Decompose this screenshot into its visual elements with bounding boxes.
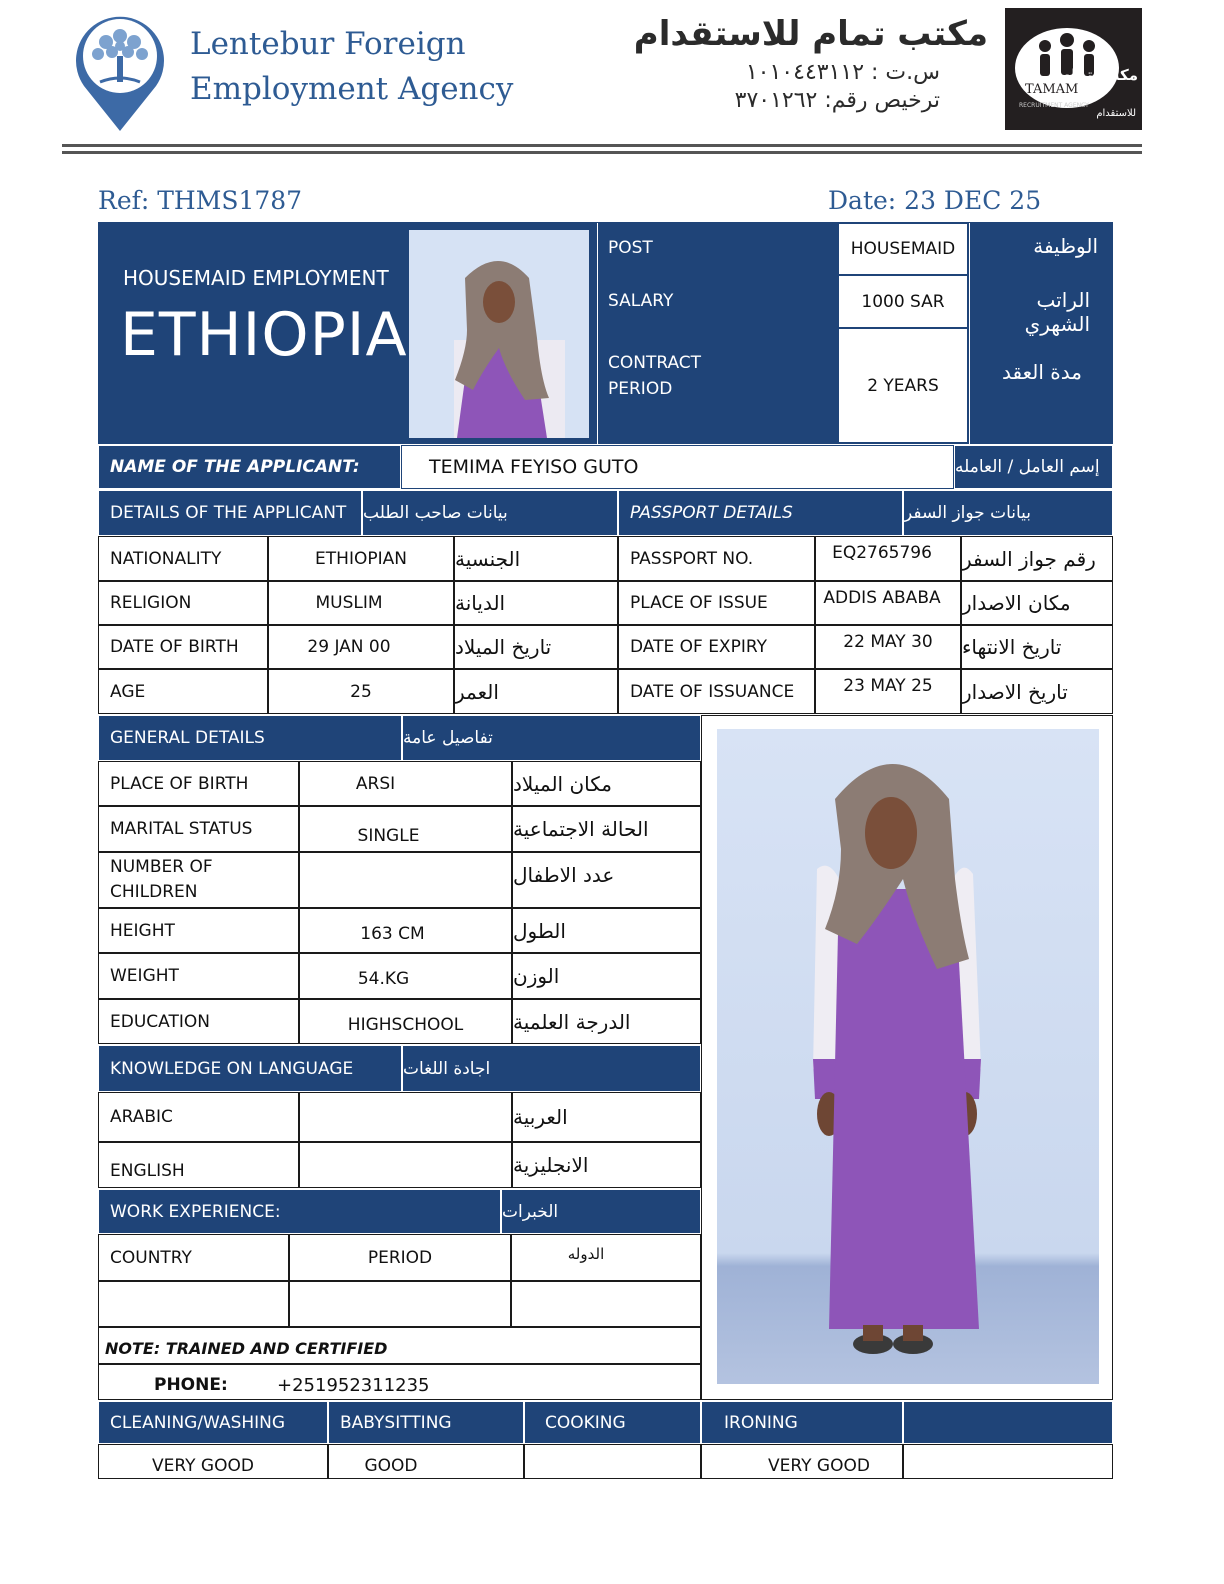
place-of-birth-value: ARSI xyxy=(299,761,512,806)
general-details-header-arabic: تفاصيل عامة xyxy=(402,715,701,761)
english-language-value xyxy=(299,1142,512,1188)
arabic-office-name: مكتب تمام للاستقدام xyxy=(633,14,988,54)
marital-status-label: MARITAL STATUS xyxy=(98,806,299,852)
arabic-language-label: ARABIC xyxy=(98,1092,299,1142)
height-label: HEIGHT xyxy=(98,908,299,953)
date-of-issuance-arabic: تاريخ الاصدار xyxy=(961,669,1113,714)
passport-header: PASSPORT DETAILS xyxy=(618,490,903,536)
salary-arabic: الراتب الشهري xyxy=(1024,288,1090,336)
arabic-license-number: ترخيص رقم: ٣٧٠١٢٦٢ xyxy=(734,88,940,113)
skill-babysitting-header: BABYSITTING xyxy=(328,1401,524,1444)
note-text: NOTE: TRAINED AND CERTIFIED xyxy=(98,1327,701,1364)
place-of-issue-label: PLACE OF ISSUE xyxy=(618,581,815,625)
date-of-issuance-label: DATE OF ISSUANCE xyxy=(618,669,815,714)
number-of-children-label-line2: CHILDREN xyxy=(110,882,198,902)
skill-ironing-level: VERY GOOD xyxy=(701,1444,903,1479)
skill-cleaning-header: CLEANING/WASHING xyxy=(98,1401,328,1444)
language-header: KNOWLEDGE ON LANGUAGE xyxy=(98,1045,402,1092)
agency-name-line2: Employment Agency xyxy=(190,71,514,107)
place-of-birth-label: PLACE OF BIRTH xyxy=(98,761,299,806)
passport-number-arabic: رقم جواز السفر xyxy=(961,536,1113,581)
experience-empty-cell xyxy=(289,1281,511,1327)
phone-label: PHONE: xyxy=(154,1375,228,1395)
english-language-arabic: الانجليزية xyxy=(512,1142,701,1188)
experience-col-arabic: الدوله xyxy=(511,1234,701,1281)
date-of-birth-value: 29 JAN 00 xyxy=(268,625,454,669)
skill-empty-level xyxy=(903,1444,1113,1479)
number-of-children-label-line1: NUMBER OF xyxy=(110,857,213,877)
height-value: 163 CM xyxy=(299,908,512,953)
tamam-logo xyxy=(1005,8,1142,130)
post-label: POST xyxy=(608,238,653,258)
arabic-cr-number: س.ت : ١٠١٠٤٤٣١١٢ xyxy=(745,60,940,85)
post-value: HOUSEMAID xyxy=(838,223,968,275)
phone-row xyxy=(98,1364,701,1400)
date-of-expiry-value: 22 MAY 30 xyxy=(815,625,961,669)
post-arabic: الوظيفة xyxy=(1033,234,1098,258)
arabic-language-value xyxy=(299,1092,512,1142)
experience-empty-cell xyxy=(511,1281,701,1327)
contract-label-line2: PERIOD xyxy=(608,379,673,399)
tamam-logo-arabic: مكتب تمام xyxy=(1060,66,1138,84)
tamam-logo-text: TAMAM xyxy=(1025,82,1079,97)
reference-number: Ref: THMS1787 xyxy=(98,186,303,215)
nationality-label: NATIONALITY xyxy=(98,536,268,581)
education-value: HIGHSCHOOL xyxy=(299,999,512,1044)
header-rule-2 xyxy=(62,151,1142,154)
experience-empty-cell xyxy=(98,1281,289,1327)
height-arabic: الطول xyxy=(512,908,701,953)
place-of-birth-arabic: مكان الميلاد xyxy=(512,761,701,806)
marital-status-value: SINGLE xyxy=(299,806,512,852)
tamam-logo-tagline: RECRUITMENT AGENCY xyxy=(1019,102,1089,109)
age-label: AGE xyxy=(98,669,268,714)
date-of-birth-label: DATE OF BIRTH xyxy=(98,625,268,669)
details-header-arabic: بيانات صاحب الطلب xyxy=(362,490,618,536)
applicant-name-arabic: إسم العامل / العامله xyxy=(954,445,1113,489)
skill-babysitting-level: GOOD xyxy=(328,1444,524,1479)
applicant-name-value: TEMIMA FEYISO GUTO xyxy=(401,445,954,489)
salary-label: SALARY xyxy=(608,291,674,311)
details-header: DETAILS OF THE APPLICANT xyxy=(98,490,362,536)
skill-cooking-header: COOKING xyxy=(524,1401,701,1444)
education-label: EDUCATION xyxy=(98,999,299,1044)
language-header-arabic: اجادة اللغات xyxy=(402,1045,701,1092)
agency-name xyxy=(190,22,513,112)
tamam-logo-arabic-small: للاستقدام xyxy=(1096,108,1136,119)
applicant-photo-full xyxy=(717,729,1099,1384)
religion-arabic: الديانة xyxy=(454,581,618,625)
header-rule-1 xyxy=(62,144,1142,147)
phone-value: +251952311235 xyxy=(277,1375,430,1396)
applicant-photo-small xyxy=(409,230,589,438)
place-of-issue-value: ADDIS ABABA xyxy=(815,581,961,625)
contract-period-label xyxy=(608,350,701,402)
date-of-birth-arabic: تاريخ الميلاد xyxy=(454,625,618,669)
applicant-name-label: NAME OF THE APPLICANT: xyxy=(98,445,401,489)
contract-period-value: 2 YEARS xyxy=(838,328,968,443)
banner-country: ETHIOPIA xyxy=(120,300,408,370)
marital-status-arabic: الحالة الاجتماعية xyxy=(512,806,701,852)
date-of-expiry-arabic: تاريخ الانتهاء xyxy=(961,625,1113,669)
place-of-issue-arabic: مكان الاصدار xyxy=(961,581,1113,625)
number-of-children-value xyxy=(299,852,512,908)
number-of-children-arabic: عدد الاطفال xyxy=(512,852,701,908)
number-of-children-label xyxy=(98,852,299,908)
religion-label: RELIGION xyxy=(98,581,268,625)
religion-value: MUSLIM xyxy=(268,581,454,625)
age-arabic: العمر xyxy=(454,669,618,714)
skill-empty-header xyxy=(903,1401,1113,1444)
document-date: Date: 23 DEC 25 xyxy=(828,186,1042,215)
weight-arabic: الوزن xyxy=(512,953,701,999)
contract-label-line1: CONTRACT xyxy=(608,353,702,373)
date-of-issuance-value: 23 MAY 25 xyxy=(815,669,961,714)
passport-number-label: PASSPORT NO. xyxy=(618,536,815,581)
skill-cooking-level xyxy=(524,1444,701,1479)
banner-subtitle: HOUSEMAID EMPLOYMENT xyxy=(123,266,389,290)
passport-header-arabic: بيانات جواز السفر xyxy=(903,490,1113,536)
passport-number-value: EQ2765796 xyxy=(815,536,961,581)
experience-col-country: COUNTRY xyxy=(98,1234,289,1281)
weight-label: WEIGHT xyxy=(98,953,299,999)
work-experience-header-arabic: الخبرات xyxy=(501,1189,701,1234)
skill-cleaning-level: VERY GOOD xyxy=(98,1444,328,1479)
experience-col-period: PERIOD xyxy=(289,1234,511,1281)
age-value: 25 xyxy=(268,669,454,714)
agency-name-line1: Lentebur Foreign xyxy=(190,26,466,62)
banner-divider xyxy=(597,223,598,444)
weight-value: 54.KG xyxy=(299,953,512,999)
skill-ironing-header: IRONING xyxy=(701,1401,903,1444)
nationality-value: ETHIOPIAN xyxy=(268,536,454,581)
work-experience-header: WORK EXPERIENCE: xyxy=(98,1189,501,1234)
nationality-arabic: الجنسية xyxy=(454,536,618,581)
general-details-header: GENERAL DETAILS xyxy=(98,715,402,761)
arabic-language-arabic: العربية xyxy=(512,1092,701,1142)
salary-value: 1000 SAR xyxy=(838,275,968,328)
education-arabic: الدرجة العلمية xyxy=(512,999,701,1044)
contract-period-arabic: مدة العقد xyxy=(1002,360,1082,384)
date-of-expiry-label: DATE OF EXPIRY xyxy=(618,625,815,669)
english-language-label: ENGLISH xyxy=(98,1142,299,1188)
banner-divider xyxy=(969,223,970,444)
agency-logo xyxy=(70,8,170,133)
